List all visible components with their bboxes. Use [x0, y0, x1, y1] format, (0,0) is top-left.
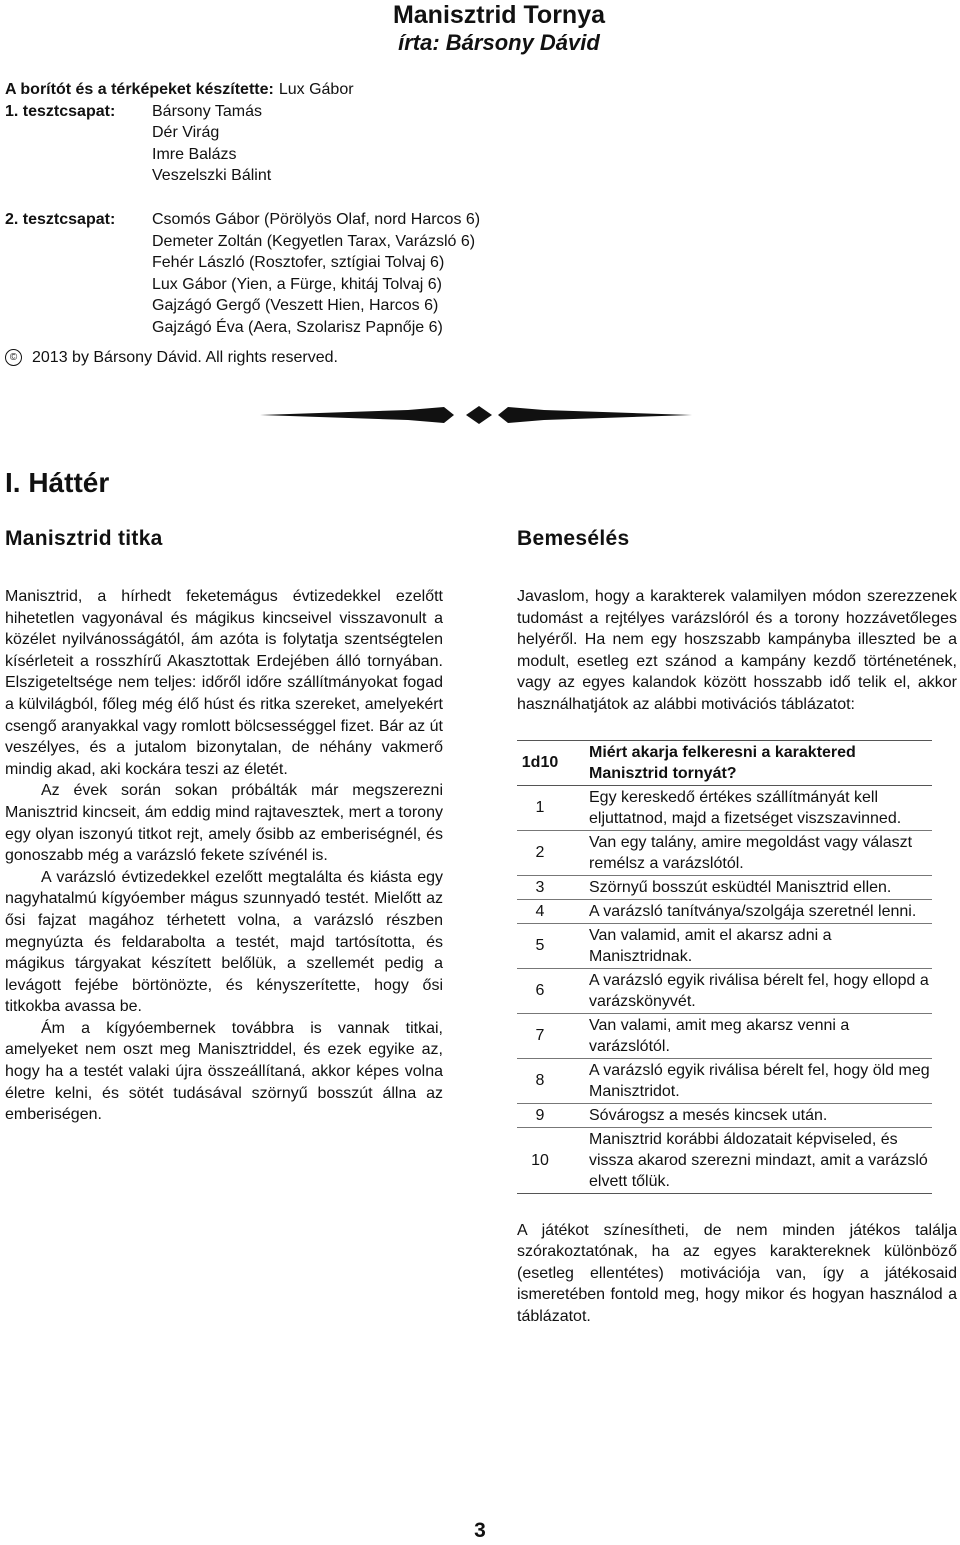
- copyright-icon: ©: [5, 349, 22, 366]
- document-author: írta: Bársony Dávid: [398, 30, 600, 55]
- right-heading: Bemesélés: [517, 527, 630, 550]
- team2-label: 2. tesztcsapat:: [5, 210, 116, 228]
- row-text: A varázsló tanítványa/szolgája szeretnél lenni.: [589, 899, 932, 923]
- table-row: [517, 1127, 932, 1193]
- table-row: [517, 899, 932, 923]
- team2-member: Gajzágó Gergő (Veszett Hien, Harcos 6): [152, 297, 439, 315]
- row-text: Van valamid, amit el akarsz adni a Manisztridnak.: [589, 923, 932, 968]
- row-text: Sóvárogsz a mesés kincsek után.: [589, 1103, 932, 1127]
- table-row: [517, 830, 932, 875]
- row-text: Egy kereskedő értékes szállítmányát kell eljuttatnod, majd a fizetséget viszszavinned.: [589, 785, 932, 830]
- ornament-divider-icon: [258, 400, 694, 430]
- section-title: I. Háttér: [5, 467, 110, 498]
- right-intro: Javaslom, hogy a karakterek valamilyen módon szerezzenek tudomást a rejtélyes varázslóról és a torony hozzávetőleges helyéről. Ha nem egy hoszszabb kampányba illeszted be a modult, esetleg ezt szánod a kampány kezdő történetének, vagy az egyes kalandok között hosszabb idő telik el, akkor használhatjátok az alábbi motivációs táblázatot:: [517, 588, 957, 713]
- paragraph: Ám a kígyóembernek továbbra is vannak titkai, amelyeket nem oszt meg Manisztriddel, és ezek egyike az, hogy ha a testét valaki újra összeállítaná, akkor képes volna életre kelni, és sötét tudásával szörnyű bosszút állna az emberiségen.: [5, 1019, 443, 1124]
- left-heading: Manisztrid titka: [5, 527, 163, 550]
- table-row: [517, 923, 932, 968]
- row-number: 2: [517, 830, 589, 875]
- paragraph: Az évek során sokan próbálták már megszerezni Manisztrid kincseit, ám eddig mind rajtavesztek, mert a torony egy olyan iszonyú titkot rejt, amely ősibb az emberiségnél, és gonoszabb még a varázsló fekete szívénél is.: [5, 782, 443, 865]
- row-text: Van valami, amit meg akarsz venni a varázslótól.: [589, 1013, 932, 1058]
- row-text: Van egy talány, amire megoldást vagy választ remélsz a varázslótól.: [589, 830, 932, 875]
- team1: [5, 101, 705, 187]
- team1-label: 1. tesztcsapat:: [5, 102, 116, 120]
- row-number: 6: [517, 968, 589, 1013]
- motivation-table: [517, 740, 932, 1194]
- copyright-line: [5, 347, 705, 369]
- right-column: [517, 526, 957, 1328]
- team2-member: Csomós Gábor (Pörölyös Olaf, nord Harcos 6): [152, 210, 481, 228]
- team2-member: Lux Gábor (Yien, a Fürge, khitáj Tolvaj 6): [152, 275, 442, 293]
- left-body: [5, 586, 443, 1126]
- row-number: 8: [517, 1058, 589, 1103]
- right-closing: A játékot színesítheti, de nem minden játékos találja szórakoztatónak, ha az egyes karaktereknek különböző (esetleg ellentétes) motivációja van, így a játékosaid ismeretében fontold meg, hogy mikor és hogyan használod a táblázatot.: [517, 1221, 957, 1325]
- row-text: Manisztrid korábbi áldozatait képviseled, és vissza akarod szerezni mindazt, amit a varázsló elvett tőlük.: [589, 1127, 932, 1193]
- cover-label: A borítót és a térképeket készítette:: [5, 81, 274, 98]
- table-row: [517, 1103, 932, 1127]
- team2-member: Gajzágó Éva (Aera, Szolarisz Papnője 6): [152, 318, 443, 336]
- team1-member: Bársony Tamás: [152, 102, 262, 120]
- paragraph: A varázsló évtizedekkel ezelőtt megtalálta és kiásta egy nagyhatalmú kígyóember mágus szunnyadó testét. Mielőtt az ősi fajzat magához térhetett volna, a varázsló részben megnyúzta és feldarabolta a testét, majd tartósította, és mágikus tárgyakat készített belőlük, a szellemét pedig a levágott fejébe börtönözte, és kényszerítette, hogy ősi titkokba avassa be.: [5, 868, 443, 1016]
- copyright-text: 2013 by Bársony Dávid. All rights reserved.: [32, 348, 338, 366]
- row-number: 10: [517, 1127, 589, 1193]
- row-text: A varázsló egyik riválisa bérelt fel, hogy öld meg Manisztridot.: [589, 1058, 932, 1103]
- team2-member: Fehér László (Rosztofer, sztígiai Tolvaj 6): [152, 254, 445, 272]
- team2-member: Demeter Zoltán (Kegyetlen Tarax, Varázsló 6): [152, 232, 476, 250]
- table-row: [517, 875, 932, 899]
- table-header-row: [517, 740, 932, 785]
- document-title: Manisztrid Tornya: [392, 1, 605, 29]
- table-row: [517, 785, 932, 830]
- credits: [5, 79, 705, 368]
- cover-name: Lux Gábor: [278, 81, 354, 98]
- paragraph: Manisztrid, a hírhedt feketemágus évtizedekkel ezelőtt hihetetlen vagyonával és mágikus kincseivel visszavonult a közélet nyilvánosságától, ám azóta is folytatja szentségtelen kísérleteit a rosszhírű Akasztottak Erdejében álló tornyában. Elszigeteltsége nem teljes: időről időre szállítmányokat fogad a külvilágból, főleg még élő húst és ritka szereket, amelyekért csengő aranyakkal vagy romlott bölcsességgel fizet. Bár az út veszélyes, és a jutalom bizonytalan, de néhány vakmerő mindig akad, aki kockára teszi az életét.: [5, 588, 443, 778]
- title-block: [393, 0, 605, 56]
- row-text: Szörnyű bosszút esküdtél Manisztrid ellen.: [589, 875, 932, 899]
- table-header-roll: 1d10: [517, 740, 589, 785]
- row-number: 3: [517, 875, 589, 899]
- table-row: [517, 968, 932, 1013]
- table-row: [517, 1058, 932, 1103]
- row-number: 9: [517, 1103, 589, 1127]
- row-number: 7: [517, 1013, 589, 1058]
- team1-member: Imre Balázs: [152, 145, 237, 163]
- team1-member: Dér Virág: [152, 124, 220, 142]
- left-column: [5, 526, 443, 1126]
- team2: [5, 209, 705, 339]
- row-number: 1: [517, 785, 589, 830]
- row-number: 5: [517, 923, 589, 968]
- row-number: 4: [517, 899, 589, 923]
- team1-member: Veszelszki Bálint: [152, 167, 272, 185]
- team1-members: [152, 101, 271, 187]
- cover-credit: [5, 79, 705, 101]
- table-row: [517, 1013, 932, 1058]
- page-number: 3: [474, 1519, 486, 1542]
- table-header-question: Miért akarja felkeresni a karaktered Manisztrid tornyát?: [589, 740, 932, 785]
- row-text: A varázsló egyik riválisa bérelt fel, hogy ellopd a varázskönyvét.: [589, 968, 932, 1013]
- team2-members: [152, 209, 480, 339]
